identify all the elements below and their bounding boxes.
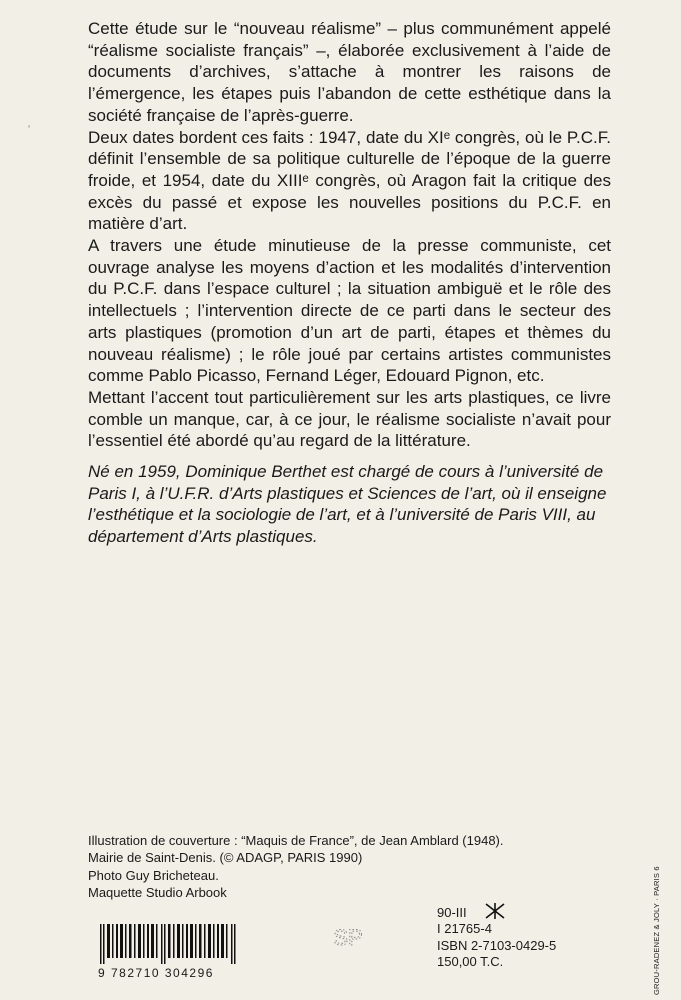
author-bio: Né en 1959, Dominique Berthet est chargé de cours à l’université de Paris I, à l’U.F.R. d’Arts plastiques et Sciences de l’art, où il enseigne l’esthétique et la sociologie de l’art, et à l’université de Paris VIII, au département d’Arts plastiques. xyxy=(88,462,607,547)
svg-text:SP: SP xyxy=(333,925,363,950)
back-cover-description xyxy=(88,18,611,452)
reference-code: I 21765-4 xyxy=(437,921,492,937)
price: 150,00 T.C. xyxy=(437,953,504,969)
margin-mark: ‘ xyxy=(28,124,31,135)
cover-credits xyxy=(88,832,628,901)
barcode-bars xyxy=(98,924,238,964)
barcode-digits: 9 782710 304296 xyxy=(98,966,214,980)
printer-credit: GROU-RADENEZ & JOLY · PARIS 6 xyxy=(652,866,661,995)
description-paragraph-3: A travers une étude minutieuse de la presse communiste, cet ouvrage analyse les moyens d’action et les modalités d’intervention du P.C.F. dans l’espace culturel ; la situation ambiguë et le rôle des intellectuels ; l’intervention directe de ce parti dans le secteur des arts plastiques (promotion d’un art de parti, étapes et thèmes du nouveau réalisme) ; le rôle joué par certains artistes communistes comme Pablo Picasso, Fernand Léger, Edouard Pignon, etc. xyxy=(88,236,611,386)
isbn-code: ISBN 2-7103-0429-5 xyxy=(437,937,557,953)
isbn-barcode xyxy=(98,924,238,982)
credit-line-photo: Photo Guy Bricheteau. xyxy=(88,867,219,883)
sp-logo xyxy=(330,921,366,955)
credit-line-layout: Maquette Studio Arbook xyxy=(88,884,227,900)
description-paragraph-2: Deux dates bordent ces faits : 1947, date du XIᵉ congrès, où le P.C.F. définit l’ensemble de sa politique culturelle de l’époque de la guerre froide, et 1954, date du XIIIᵉ congrès, où Aragon fait la critique des excès du passé et expose les nouvelles positions du P.C.F. en matière d’art. xyxy=(88,127,611,234)
description-paragraph-1: Cette étude sur le “nouveau réalisme” – plus communément appelé “réalisme socialiste français” –, élaborée exclusivement à l’aide de documents d’archives, s’attache à montrer les raisons de l’émergence, les étapes puis l’abandon de cette esthétique dans la société française de l’après-guerre. xyxy=(88,19,611,125)
series-code: 90-III xyxy=(437,905,467,920)
credit-line-illustration: Illustration de couverture : “Maquis de France”, de Jean Amblard (1948). xyxy=(88,833,504,848)
credit-line-location: Mairie de Saint-Denis. (© ADAGP, PARIS 1990) xyxy=(88,850,363,866)
book-codes xyxy=(437,905,577,970)
description-paragraph-4: Mettant l’accent tout particulièrement sur les arts plastiques, ce livre comble un manque, car, à ce jour, le réalisme socialiste n’avait pour l’essentiel été abordé qu’au regard de la littérature. xyxy=(88,387,611,451)
